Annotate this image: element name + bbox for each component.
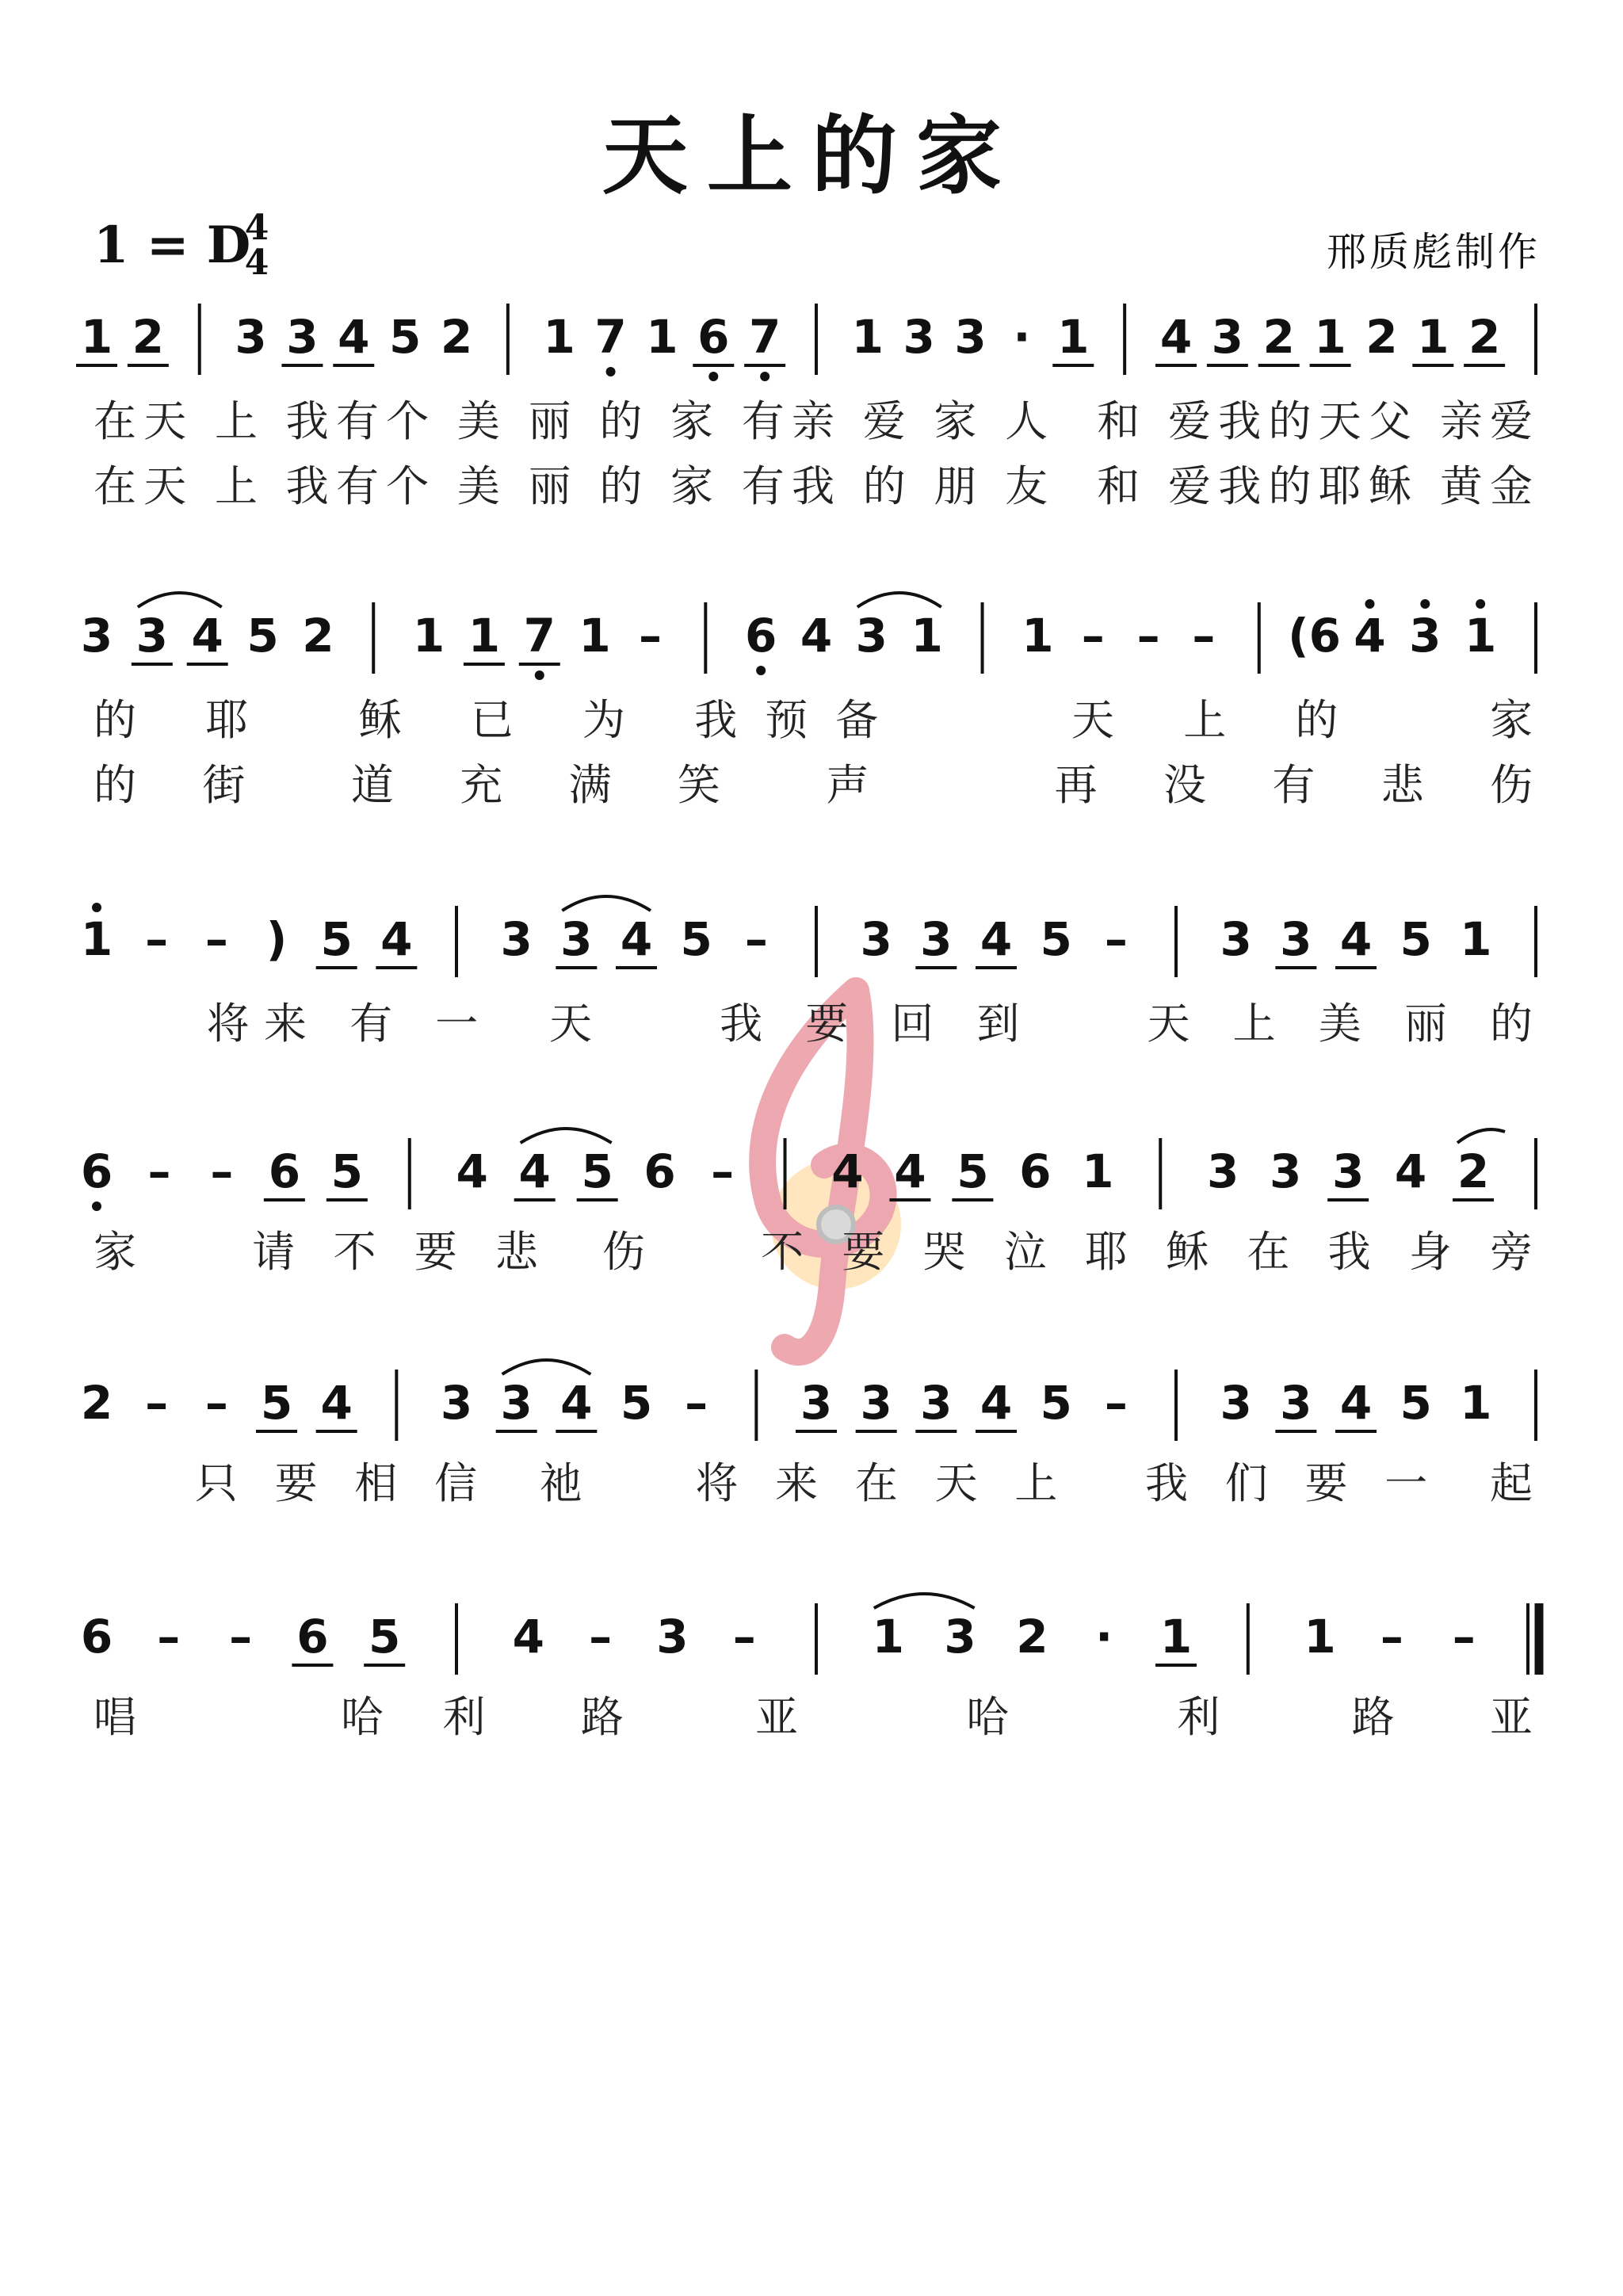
lyric-line: 只 要 相 信 祂 将 来 在 天 上 我 们 要 一 起 — [94, 1458, 1533, 1508]
note: 3 — [1280, 1376, 1312, 1430]
note: (6 — [1288, 609, 1342, 663]
note: 1 — [80, 310, 113, 364]
note: 5 — [1040, 912, 1072, 966]
note: 3 — [855, 609, 888, 663]
note: 3 — [560, 912, 593, 966]
dash-hold: – — [145, 912, 169, 966]
note: 1 — [543, 310, 575, 364]
note: 2 — [132, 310, 165, 364]
octave-dot-high — [1365, 599, 1374, 609]
note: 5 — [369, 1610, 401, 1664]
note: 3 — [1220, 1376, 1252, 1430]
note: 1 — [80, 912, 113, 966]
dash-hold: – — [157, 1610, 181, 1664]
note: 1 — [1304, 1610, 1336, 1664]
note: 4 — [980, 1376, 1013, 1430]
note: 1 — [1082, 1144, 1114, 1198]
note: 5 — [1400, 912, 1432, 966]
note: 1 — [579, 609, 611, 663]
note: 2 — [1016, 1610, 1048, 1664]
note: 3 — [1280, 912, 1312, 966]
song-title: 天上的家 — [601, 106, 1021, 206]
note: 4 — [320, 1376, 353, 1430]
note: 5 — [1040, 1376, 1072, 1430]
note: 4 — [800, 609, 833, 663]
note: 4 — [191, 609, 223, 663]
note: 5 — [957, 1144, 989, 1198]
note: 5 — [320, 912, 353, 966]
lyric-line: 将来 有 一 天 我 要 回 到 天 上 美 丽 的 — [94, 999, 1533, 1049]
time-signature-bottom: 4 — [244, 243, 269, 283]
note: 7 — [748, 310, 781, 364]
dash-hold: – — [1104, 1376, 1128, 1430]
note: 4 — [512, 1610, 544, 1664]
note: 1 — [851, 310, 884, 364]
lyric-line: 唱 哈 利 路 亚 哈 利 路 亚 — [94, 1692, 1533, 1742]
note: 3 — [954, 310, 987, 364]
note: 3 — [800, 1376, 833, 1430]
dash-hold: – — [1192, 609, 1216, 663]
note: 4 — [980, 912, 1013, 966]
slur — [521, 1129, 612, 1143]
note: 4 — [1339, 912, 1373, 966]
note: 2 — [80, 1376, 113, 1430]
note: 3 — [920, 1376, 953, 1430]
key-signature: 1 = D — [94, 216, 251, 275]
slur — [857, 593, 941, 607]
note: 5 — [1400, 1376, 1432, 1430]
lyric-line: 的 耶 稣 已 为 我预备 天 上 的 家 — [94, 695, 1533, 745]
note: 2 — [1468, 310, 1501, 364]
dash-hold: – — [1104, 912, 1128, 966]
note: 4 — [831, 1144, 864, 1198]
note: 1 — [468, 609, 501, 663]
dash-hold: – — [744, 912, 768, 966]
note: 3 — [80, 609, 113, 663]
note: 6 — [80, 1610, 113, 1664]
note: 2 — [1457, 1144, 1490, 1198]
note: 3 — [286, 310, 319, 364]
dash-hold: – — [1136, 609, 1160, 663]
note: 2 — [1365, 310, 1398, 364]
tie — [1457, 1129, 1505, 1143]
octave-dot-low — [92, 1201, 101, 1211]
note: 1 — [646, 310, 678, 364]
note: 1 — [412, 609, 445, 663]
note: 5 — [680, 912, 712, 966]
note: 6 — [744, 609, 777, 663]
note: 1 — [1460, 912, 1492, 966]
note: 3 — [136, 609, 169, 663]
dash-hold: – — [711, 1144, 735, 1198]
note: 3 — [920, 912, 953, 966]
note: 4 — [518, 1144, 551, 1198]
note: 2 — [1262, 310, 1295, 364]
slur — [138, 593, 222, 607]
note: 4 — [338, 310, 370, 364]
note: 6 — [268, 1144, 301, 1198]
note: 4 — [560, 1376, 593, 1430]
dash-hold: – — [1081, 609, 1105, 663]
note: 4 — [1159, 310, 1193, 364]
octave-dot-low — [756, 666, 766, 675]
note: 1 — [1159, 1610, 1193, 1664]
note: 2 — [440, 310, 473, 364]
note: ) — [265, 912, 288, 966]
note: 1 — [1464, 609, 1497, 663]
note: 7 — [523, 609, 556, 663]
dash-hold: – — [1380, 1610, 1403, 1664]
note: 3 — [1269, 1144, 1302, 1198]
lyric-line: 家 请 不 要 悲 伤 不 要 哭 泣 耶 稣 在 我 身 旁 — [94, 1227, 1533, 1277]
credit-text: 邢质彪制作 — [1327, 229, 1541, 275]
note: 5 — [581, 1144, 613, 1198]
lyric-line: 的 街 道 充 满 笑 声 再 没 有 悲 伤 — [94, 760, 1533, 810]
note: 5 — [388, 310, 422, 364]
note: 4 — [380, 912, 413, 966]
dash-hold: – — [204, 912, 228, 966]
lyric-line: 在天 上 我有个 美 丽 的 家 有我 的 朋 友 和 爱我的耶稣 黄金 — [94, 461, 1533, 511]
dash-hold: – — [589, 1610, 613, 1664]
note: 1 — [1460, 1376, 1492, 1430]
dash-hold: – — [229, 1610, 253, 1664]
slur — [562, 896, 651, 911]
note: 3 — [1207, 1144, 1239, 1198]
note: 2 — [302, 609, 334, 663]
slur — [874, 1594, 975, 1608]
note: 3 — [235, 310, 267, 364]
note: 5 — [246, 609, 279, 663]
note: 3 — [1331, 1144, 1365, 1198]
note: 1 — [911, 609, 943, 663]
lyric-line: 在天 上 我有个 美 丽 的 家 有亲 爱 家 人 和 爱我的天父 亲爱 — [94, 396, 1533, 446]
note: 6 — [643, 1144, 676, 1198]
note: 6 — [1019, 1144, 1052, 1198]
note: 4 — [1394, 1144, 1427, 1198]
note: 3 — [860, 912, 892, 966]
note: · — [1013, 310, 1031, 364]
note: 4 — [620, 912, 653, 966]
note: 1 — [1022, 609, 1054, 663]
note: 3 — [903, 310, 935, 364]
note: 6 — [296, 1610, 329, 1664]
octave-dot-low — [708, 372, 718, 381]
note: 7 — [594, 310, 627, 364]
note: 3 — [1220, 912, 1252, 966]
note: 4 — [456, 1144, 488, 1198]
note: 6 — [80, 1144, 113, 1198]
note: 1 — [872, 1610, 904, 1664]
note: 3 — [860, 1376, 892, 1430]
note: 5 — [620, 1376, 653, 1430]
dash-hold: – — [204, 1376, 228, 1430]
note: 5 — [260, 1376, 293, 1430]
octave-dot-high — [1476, 599, 1485, 609]
octave-dot-low — [535, 670, 544, 680]
dash-hold: – — [732, 1610, 756, 1664]
note: 4 — [894, 1144, 926, 1198]
octave-dot-high — [92, 903, 101, 912]
note: · — [1095, 1610, 1113, 1664]
note: 1 — [1057, 310, 1090, 364]
note: 3 — [500, 912, 533, 966]
dash-hold: – — [210, 1144, 234, 1198]
note: 3 — [944, 1610, 976, 1664]
note: 5 — [330, 1144, 364, 1198]
dash-hold: – — [145, 1376, 169, 1430]
note: 3 — [656, 1610, 689, 1664]
note: 4 — [1339, 1376, 1373, 1430]
dash-hold: – — [147, 1144, 171, 1198]
octave-dot-high — [1420, 599, 1430, 609]
note: 3 — [1409, 609, 1442, 663]
note: 3 — [1211, 310, 1244, 364]
note: 6 — [697, 310, 730, 364]
octave-dot-low — [760, 372, 769, 381]
note: 3 — [500, 1376, 533, 1430]
note: 1 — [1314, 310, 1346, 364]
dash-hold: – — [685, 1376, 708, 1430]
note: 4 — [1354, 609, 1386, 663]
time-signature-top: 4 — [244, 208, 269, 248]
dash-hold: – — [1452, 1610, 1476, 1664]
dash-hold: – — [638, 609, 662, 663]
slur — [502, 1360, 591, 1374]
note: 3 — [440, 1376, 473, 1430]
note: 1 — [1417, 310, 1449, 364]
octave-dot-low — [606, 367, 616, 376]
